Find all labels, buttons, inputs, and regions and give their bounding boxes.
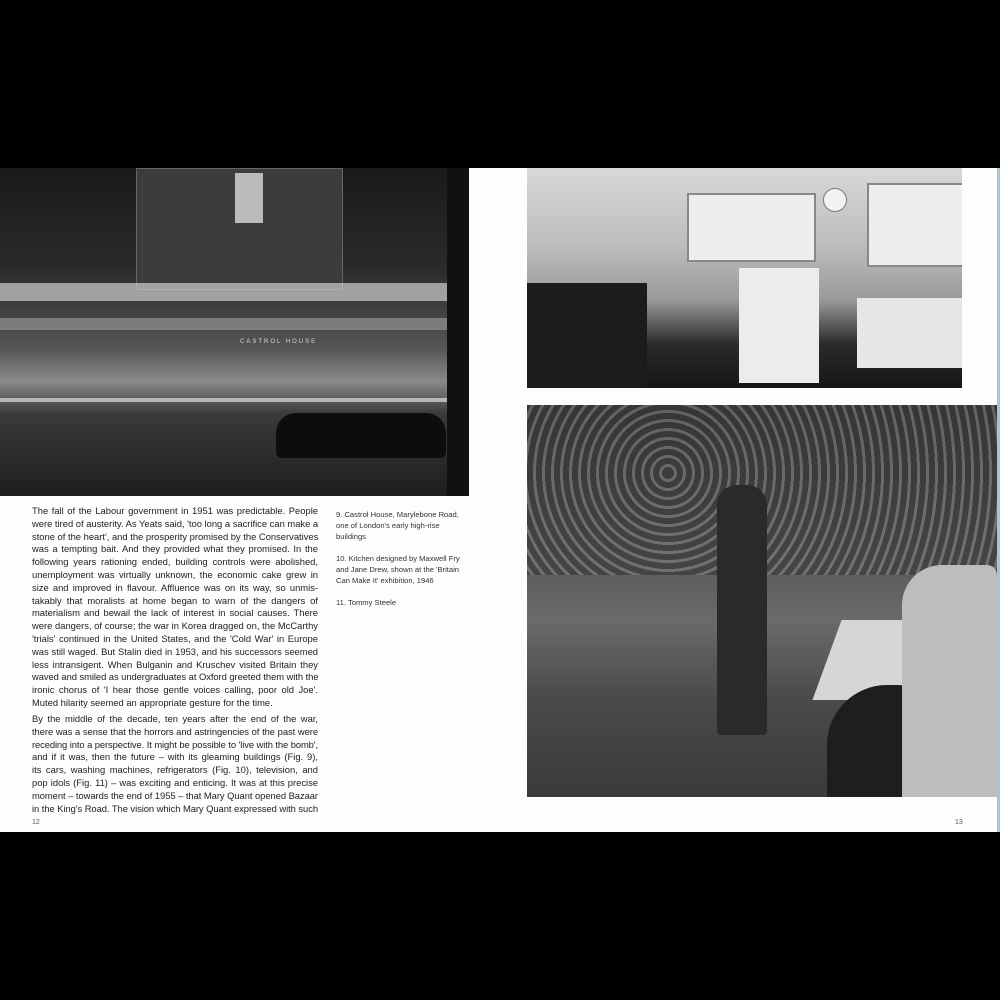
text-line: waved and smiled as undergraduates at Oxford greeted them with the: [32, 671, 319, 683]
caption-fig-11: 11. Tommy Steele: [336, 598, 397, 607]
body-paragraph-1: [32, 505, 318, 710]
text-line: By the middle of the decade, ten years after the end of the war,: [32, 713, 318, 724]
text-line: receding into a perspective. It might be possible to 'live with the bomb',: [32, 738, 318, 750]
text-line: unemployment was virtually unknown, the economic cake grew in: [32, 568, 318, 580]
photo-kitchen: [527, 168, 962, 388]
page-number-right: 13: [955, 819, 963, 826]
text-line: there was a sense that the horrors and astringencies of the past were: [32, 725, 318, 737]
figure-captions: [336, 509, 470, 619]
text-line: stone of the heart', and the prosperity promised by the Conservatives: [32, 530, 319, 542]
text-line: size and improved in flavour. Affluence was on its way, so unmis-: [32, 581, 318, 593]
text-line: was a tempting bait. And they provided what they promised. In the: [32, 543, 318, 555]
photo-castrol-house: [0, 168, 469, 496]
text-line: takably that moralists at home began to warn of the dangers of: [32, 594, 318, 606]
body-paragraph-2: [32, 713, 318, 815]
clock-icon: [823, 188, 847, 212]
text-line: ironic chorus of 'I hear those gentle voices calling, poor old Joe'.: [32, 684, 318, 696]
text-line: in the King's Road. The vision which Mary Quant expressed with such: [32, 802, 318, 814]
text-line: materialism and bewail the lack of interest in social causes. There: [32, 607, 318, 619]
tree: [447, 168, 469, 496]
text-line: and if it was, then the future – with its gleaming buildings (Fig. 9),: [32, 751, 318, 763]
text-line: The fall of the Labour government in 1951 was predictable. People: [32, 505, 318, 516]
text-line: were dangers, of course; the war in Korea dragged on, the McCarthy: [32, 620, 318, 632]
caption-fig-10: 10. Kitchen designed by Maxwell Fry and Jane Drew, shown at the 'Britain Can Make It' exhibition, 1946: [336, 554, 460, 585]
text-line: was still waged. But Stalin died in 1953, and his successors seemed: [32, 645, 318, 657]
text-line: following years rationing ended, building controls were abolished,: [32, 556, 318, 568]
car: [276, 413, 446, 458]
bassist: [902, 565, 997, 797]
text-line: Muted hilarity seemed an appropriate gesture for the time.: [32, 696, 273, 708]
text-line: were tired of austerity. As Yeats said, 'too long a sacrifice can make a: [32, 517, 319, 529]
text-line: 'trials' continued in the United States, and the 'Cold War' in Europe: [32, 632, 318, 644]
page-number-left: 12: [32, 819, 40, 826]
text-line: its cars, washing machines, refrigerators (Fig. 10), television, and: [32, 764, 318, 776]
castrol-sign: CASTROL HOUSE: [240, 339, 318, 345]
photo-tommy-steele: [527, 405, 997, 797]
text-line: less intransigent. When Bulganin and Kruschev visited Britain they: [32, 658, 318, 670]
singer: [717, 485, 767, 735]
text-line: pop idols (Fig. 11) – was exciting and enticing. It was at this precise: [32, 776, 318, 788]
text-line: moment – towards the end of 1955 – that Mary Quant opened Bazaar: [32, 789, 318, 801]
caption-fig-9: 9. Castrol House, Marylebone Road, one of London's early high-rise buildings: [336, 510, 459, 541]
